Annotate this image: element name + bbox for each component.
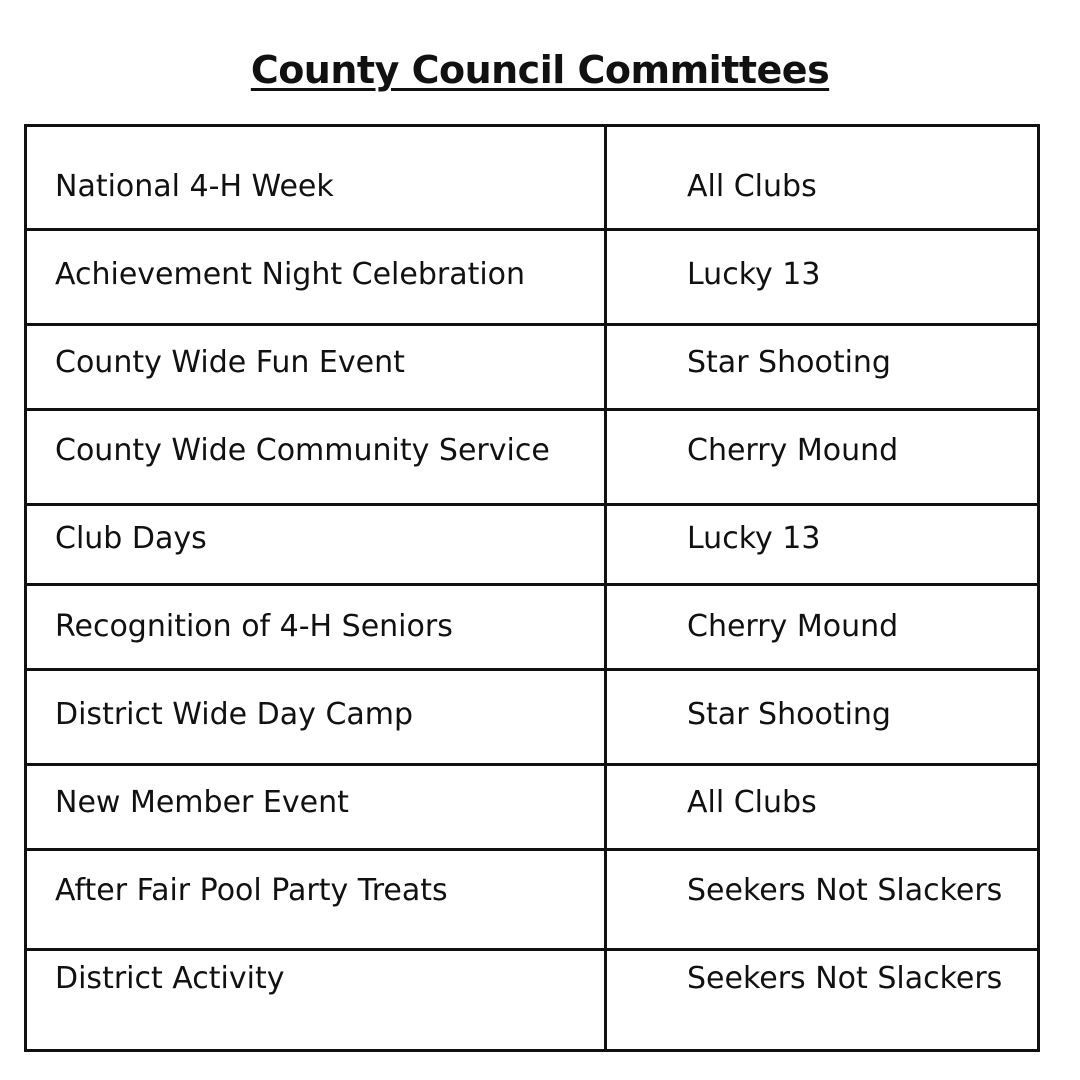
committee-event: Achievement Night Celebration: [55, 257, 526, 292]
committee-event: Club Days: [55, 521, 207, 556]
committee-event: After Fair Pool Party Treats: [55, 873, 448, 908]
committee-assigned-club: All Clubs: [687, 169, 817, 204]
committee-assigned-club: Seekers Not Slackers: [687, 873, 1003, 908]
committee-event: District Wide Day Camp: [55, 697, 414, 732]
committee-event: County Wide Fun Event: [55, 345, 405, 380]
committee-assigned-club: Star Shooting: [687, 697, 891, 732]
row-divider: [27, 948, 1037, 951]
row-divider: [27, 763, 1037, 766]
committee-assigned-club: All Clubs: [687, 785, 817, 820]
page-title: County Council Committees: [250, 48, 830, 92]
row-divider: [27, 228, 1037, 231]
committees-table: [24, 124, 1040, 1052]
committee-assigned-club: Seekers Not Slackers: [687, 961, 1003, 996]
row-divider: [27, 408, 1037, 411]
committee-event: District Activity: [55, 961, 285, 996]
committee-event: County Wide Community Service: [55, 433, 550, 468]
row-divider: [27, 668, 1037, 671]
committee-assigned-club: Cherry Mound: [687, 433, 899, 468]
committee-event: Recognition of 4-H Seniors: [55, 609, 453, 644]
row-divider: [27, 503, 1037, 506]
row-divider: [27, 583, 1037, 586]
row-divider: [27, 848, 1037, 851]
row-divider: [27, 323, 1037, 326]
committee-event: New Member Event: [55, 785, 349, 820]
committee-assigned-club: Star Shooting: [687, 345, 891, 380]
committee-assigned-club: Cherry Mound: [687, 609, 899, 644]
committee-assigned-club: Lucky 13: [687, 521, 821, 556]
column-divider: [604, 127, 607, 1049]
committee-event: National 4-H Week: [55, 169, 334, 204]
committee-assigned-club: Lucky 13: [687, 257, 821, 292]
